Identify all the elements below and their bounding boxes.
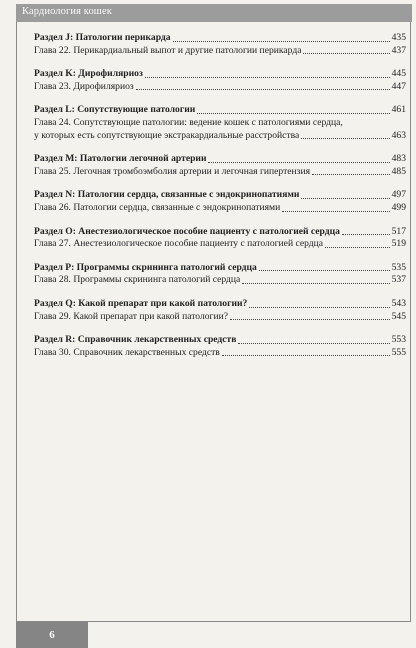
section-entry[interactable] [34, 104, 406, 117]
section-title: Раздел L: Сопутствующие патологии [34, 104, 196, 116]
chapter-page: 485 [391, 165, 406, 177]
chapter-page: 437 [391, 44, 406, 56]
dot-leader [303, 53, 389, 54]
chapter-entry-line2[interactable] [34, 130, 406, 143]
dot-leader [238, 343, 389, 344]
book-title: Кардиология кошек [22, 6, 112, 17]
dot-leader [312, 174, 390, 175]
chapter-entry[interactable] [34, 202, 406, 215]
section-title: Раздел J: Патологии перикарда [34, 32, 171, 43]
dot-leader [230, 319, 390, 320]
chapter-page: 545 [391, 310, 406, 322]
table-of-contents [34, 32, 406, 370]
dot-leader [301, 198, 389, 199]
toc-section-o [34, 226, 406, 251]
chapter-entry[interactable] [34, 166, 406, 179]
chapter-entry[interactable] [34, 238, 406, 251]
toc-section-j [34, 32, 406, 57]
chapter-title: Глава 22. Перикардиальный выпот и другие патологии перикарда [34, 44, 302, 56]
section-entry[interactable] [34, 153, 406, 166]
chapter-page: 499 [391, 201, 406, 213]
chapter-title: Глава 25. Легочная тромбоэмболия артерии и легочная гипертензия [34, 165, 311, 177]
section-entry[interactable] [34, 262, 406, 275]
chapter-entry[interactable] [34, 45, 406, 58]
chapter-title: Глава 27. Анестезиологическое пособие пациенту с патологией сердца [34, 238, 324, 250]
chapter-title: Глава 30. Справочник лекарственных средств [34, 346, 220, 358]
dot-leader [197, 113, 389, 114]
section-page: 517 [391, 225, 406, 237]
section-page: 553 [391, 334, 406, 346]
chapter-title: Глава 23. Дирофиляриоз [34, 80, 134, 92]
page-number-tab [16, 622, 88, 648]
section-entry[interactable] [34, 189, 406, 202]
section-title: Раздел N: Патологии сердца, связанные с эндокринопатиями [34, 189, 300, 201]
section-title: Раздел M: Патологии легочной артерии [34, 153, 207, 165]
dot-leader [145, 77, 390, 78]
chapter-entry[interactable] [34, 347, 406, 360]
section-page: 435 [391, 32, 406, 43]
chapter-entry-line1[interactable] [34, 117, 406, 130]
toc-section-m [34, 153, 406, 178]
section-entry[interactable] [34, 68, 406, 81]
section-entry[interactable] [34, 334, 406, 347]
section-entry[interactable] [34, 298, 406, 311]
dot-leader [342, 234, 390, 235]
dot-leader [259, 270, 390, 271]
section-title: Раздел R: Справочник лекарственных средств [34, 334, 237, 346]
chapter-title: Глава 29. Какой препарат при какой патологии? [34, 310, 228, 322]
chapter-page: 555 [391, 346, 406, 358]
section-page: 543 [391, 297, 406, 309]
section-page: 483 [391, 153, 406, 165]
dot-leader [282, 211, 389, 212]
running-header [16, 4, 412, 22]
chapter-page: 463 [391, 129, 406, 141]
chapter-title-continued: у которых есть сопутствующие экстракардиальные расстройства [34, 129, 300, 141]
toc-section-q [34, 298, 406, 323]
toc-section-l [34, 104, 406, 142]
toc-section-p [34, 262, 406, 287]
page-number: 6 [49, 629, 55, 641]
dot-leader [249, 307, 389, 308]
chapter-entry[interactable] [34, 311, 406, 324]
section-title: Раздел Q: Какой препарат при какой патологии? [34, 297, 248, 309]
chapter-title: Глава 24. Сопутствующие патологии: ведение кошек с патологиями сердца, [34, 116, 343, 128]
chapter-page: 537 [391, 274, 406, 286]
toc-section-r [34, 334, 406, 359]
section-title: Раздел O: Анестезиологическое пособие пациенту с патологией сердца [34, 225, 340, 237]
chapter-title: Глава 26. Патологии сердца, связанные с эндокринопатиями [34, 201, 281, 213]
dot-leader [325, 247, 390, 248]
section-title: Раздел P: Программы скрининга патологий сердца [34, 261, 257, 273]
dot-leader [242, 283, 389, 284]
chapter-page: 519 [391, 238, 406, 250]
dot-leader [301, 138, 389, 139]
section-page: 535 [391, 261, 406, 273]
dot-leader [136, 89, 390, 90]
section-page: 445 [391, 68, 406, 80]
chapter-entry[interactable] [34, 274, 406, 287]
section-page: 461 [391, 104, 406, 116]
section-title: Раздел K: Дирофиляриоз [34, 68, 143, 80]
section-entry[interactable] [34, 226, 406, 239]
toc-section-k [34, 68, 406, 93]
dot-leader [208, 162, 389, 163]
chapter-entry[interactable] [34, 81, 406, 94]
toc-section-n [34, 189, 406, 214]
chapter-title: Глава 28. Программы скрининга патологий сердца [34, 274, 241, 286]
dot-leader [173, 41, 390, 42]
chapter-page: 447 [391, 80, 406, 92]
dot-leader [222, 355, 390, 356]
section-entry[interactable] [34, 32, 406, 45]
section-page: 497 [391, 189, 406, 201]
